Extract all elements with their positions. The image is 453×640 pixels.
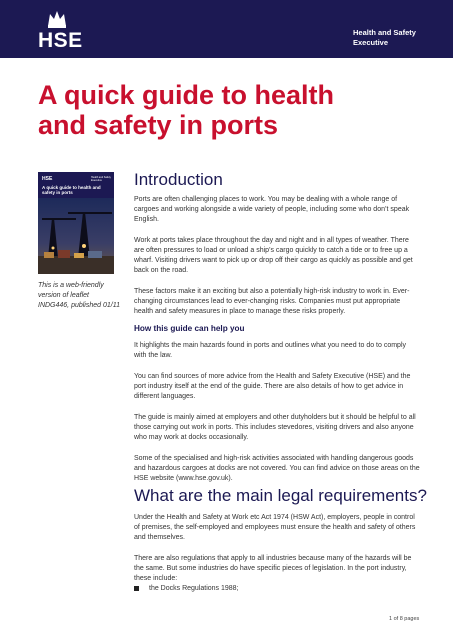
organisation-name: Health and Safety Executive (353, 28, 416, 47)
paragraph: The guide is mainly aimed at employers and other dutyholders but it should be helpful to all those carrying out work in ports. This includes stevedores, visiting drivers and also anyone who may work at docks occasionally. (134, 414, 416, 441)
page-header (0, 0, 453, 58)
crown-crest-icon (46, 8, 68, 28)
page-count: 1 of 8 pages (389, 616, 420, 622)
introduction-heading: Introduction (134, 170, 223, 189)
cover-logo: HSE (42, 176, 53, 182)
bullet-square-icon (134, 586, 139, 591)
paragraph: Ports are often challenging places to work. You may be dealing with a whole range of cargoes and working alongside a wide variety of people, including some who don’t speak English. (134, 196, 410, 223)
port-cranes-photo (38, 198, 114, 274)
page-title: A quick guide to health and safety in ports (38, 80, 335, 140)
paragraph: You can find sources of more advice from the Health and Safety Executive (HSE) and the port industry itself at the end of the guide. There are also details of how to get advice in different languages. (134, 373, 411, 400)
legal-body (134, 513, 420, 595)
cover-caption: This is a web-friendly version of leaflet INDG446, published 01/11 (38, 282, 120, 309)
paragraph: Some of the specialised and high-risk activities associated with handling dangerous goods and hazardous cargoes at docks are not covered. You can find advice on those areas on the HSE website (www.hse.gov.uk). (134, 455, 420, 482)
introduction-body (134, 195, 420, 328)
cover-title: A quick guide to health and safety in ports (42, 185, 101, 196)
paragraph: These factors make it an exciting but also a potentially high-risk industry to work in. Ever-changing circumstances lead to ever-changing risks. Companies must put appropriate health and safety measures in place to manage these risks properly. (134, 288, 410, 315)
logo-text: HSE (38, 29, 83, 52)
list-item: the Docks Regulations 1988; (134, 585, 239, 592)
paragraph: Under the Health and Safety at Work etc Act 1974 (HSW Act), employers, people in control of premises, the self-employed and employees must ensure the health and safety of others and themselves. (134, 514, 416, 541)
cover-org-name: Health and Safety Executive (91, 176, 111, 182)
legal-requirements-heading: What are the main legal requirements? (134, 486, 427, 505)
paragraph: It highlights the main hazards found in ports and outlines what you need to do to comply with the law. (134, 342, 407, 359)
leaflet-cover-image (38, 172, 114, 274)
help-body (134, 341, 420, 495)
paragraph: There are also regulations that apply to all industries because many of the hazards will be the same. But some industries do have specific pieces of legislation. In the port industry, these include: (134, 555, 412, 582)
hse-logo (38, 8, 83, 52)
paragraph: Work at ports takes place throughout the day and night and in all types of weather. There are often pressures to load or unload a ship’s cargo quickly to catch a tide or to free up a wharf. Visiting drivers want to pick up or drop off their cargo as quickly as possible and get back on the road. (134, 237, 413, 274)
help-heading: How this guide can help you (134, 324, 245, 333)
